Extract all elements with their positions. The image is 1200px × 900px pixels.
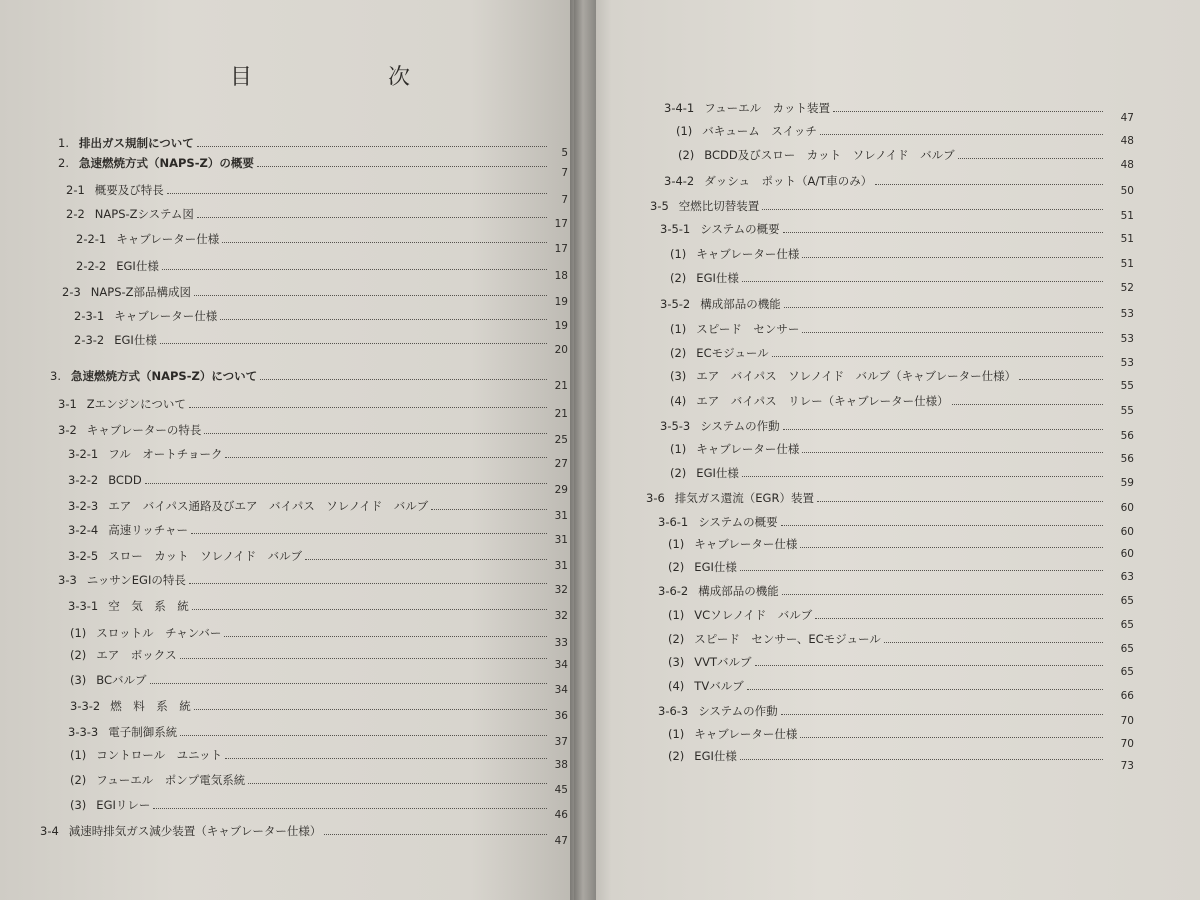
toc-entry-number: 3-6-3 [658, 704, 689, 718]
dot-leader [153, 807, 547, 809]
dot-leader [260, 378, 547, 380]
toc-entry-label: BCDD [108, 473, 142, 487]
dot-leader [820, 133, 1103, 135]
toc-entry [58, 130, 550, 150]
toc-entry-page-number: 38 [554, 759, 568, 771]
toc-entry-number: (2) [670, 271, 687, 285]
toc-entry-label: エア ボックス [96, 648, 177, 662]
toc-entry-label: ダッシュ ポット（A/T車のみ） [704, 174, 873, 188]
toc-entry-number: 2. [58, 156, 69, 170]
toc-entry-number: 3-3-1 [68, 599, 99, 613]
toc-entry-number: (2) [668, 749, 685, 763]
toc-entry-page-number: 53 [1120, 357, 1134, 369]
toc-entry [660, 216, 1106, 236]
toc-entry [668, 602, 1106, 622]
toc-entry-number: 3-4-1 [664, 101, 695, 115]
toc-entry [70, 667, 550, 687]
toc-entry-number: 3-3-3 [68, 725, 99, 739]
dot-leader [782, 593, 1103, 595]
dot-leader [802, 451, 1103, 453]
toc-entry-page-number: 65 [1120, 643, 1134, 655]
toc-entry-label: EGI仕様 [694, 749, 737, 763]
toc-entry-label: BCDD及びスロー カット ソレノイド バルブ [704, 148, 955, 162]
toc-entry [74, 303, 550, 323]
toc-entry-number: 2-3 [62, 285, 81, 299]
toc-entry-number: 3-2 [58, 423, 77, 437]
toc-entry-label: キャブレーター仕様 [694, 727, 798, 741]
toc-entry [68, 441, 550, 461]
toc-entry-page-number: 29 [554, 484, 568, 496]
toc-entry-number: 3-2-5 [68, 549, 99, 563]
toc-entry-page-number: 31 [554, 560, 568, 572]
dot-leader [783, 231, 1103, 233]
toc-entry-number: 3-2-4 [68, 523, 99, 537]
toc-entry-page-number: 70 [1120, 738, 1134, 750]
toc-entry-page-number: 60 [1120, 502, 1134, 514]
toc-entry [58, 417, 550, 437]
toc-entry [660, 291, 1106, 311]
toc-entry-number: (3) [70, 673, 87, 687]
toc-entry [68, 467, 550, 487]
toc-entry-number: (3) [70, 798, 87, 812]
toc-entry-number: 3-3-2 [70, 699, 101, 713]
toc-entry-label: EGI仕様 [696, 466, 739, 480]
toc-entry-label: システムの概要 [700, 222, 780, 236]
toc-entry-label: EGIリレー [96, 798, 151, 812]
toc-entry [668, 531, 1106, 551]
toc-entry [70, 742, 550, 762]
dot-leader [833, 110, 1103, 112]
dot-leader [192, 608, 547, 610]
page-title [230, 60, 410, 91]
toc-entry-page-number: 19 [554, 320, 568, 332]
left-page [0, 0, 588, 900]
toc-entry-number: (2) [670, 346, 687, 360]
toc-entry-label: スピード センサー [696, 322, 800, 336]
toc-entry-page-number: 20 [554, 344, 568, 356]
dot-leader [431, 508, 547, 510]
toc-entry-number: (1) [670, 442, 687, 456]
dot-leader [800, 736, 1103, 738]
toc-entry-label: システムの作動 [700, 419, 780, 433]
toc-entry-number: 1. [58, 136, 69, 150]
toc-entry [670, 460, 1106, 480]
toc-entry [68, 517, 550, 537]
dot-leader [191, 532, 547, 534]
toc-entry-number: (2) [678, 148, 695, 162]
toc-entry [70, 642, 550, 662]
toc-entry [74, 327, 550, 347]
toc-entry-number: (2) [668, 632, 685, 646]
toc-entry-page-number: 7 [561, 194, 568, 206]
dot-leader [324, 833, 547, 835]
toc-entry-page-number: 50 [1120, 185, 1134, 197]
dot-leader [740, 758, 1103, 760]
toc-entry-number: 3-5-1 [660, 222, 691, 236]
toc-entry-label: キャブレーター仕様 [696, 442, 800, 456]
dot-leader [167, 192, 547, 194]
toc-entry-page-number: 25 [554, 434, 568, 446]
toc-entry [58, 150, 550, 170]
dot-leader [257, 165, 547, 167]
toc-entry [50, 363, 550, 383]
toc-entry-page-number: 19 [554, 296, 568, 308]
toc-entry [678, 142, 1106, 162]
toc-entry-number: (1) [668, 537, 685, 551]
toc-entry [62, 279, 550, 299]
dot-leader [802, 256, 1103, 258]
toc-entry-label: BCバルブ [96, 673, 147, 687]
toc-entry-page-number: 55 [1120, 405, 1134, 417]
toc-entry-page-number: 73 [1120, 760, 1134, 772]
toc-entry-label: VCソレノイド バルブ [694, 608, 813, 622]
toc-entry-label: EGI仕様 [696, 271, 739, 285]
toc-entry [670, 316, 1106, 336]
toc-entry-page-number: 27 [554, 458, 568, 470]
toc-entry-number: (2) [668, 560, 685, 574]
dot-leader [1019, 378, 1103, 380]
toc-entry [670, 388, 1106, 408]
toc-entry-page-number: 33 [554, 637, 568, 649]
toc-entry-number: 2-2-2 [76, 259, 107, 273]
toc-entry-number: 3-4-2 [664, 174, 695, 188]
toc-entry-page-number: 53 [1120, 333, 1134, 345]
toc-entry-number: 3. [50, 369, 61, 383]
toc-entry-label: 急速燃焼方式（NAPS-Z）について [70, 369, 258, 383]
toc-entry-page-number: 66 [1120, 690, 1134, 702]
toc-entry-label: Zエンジンについて [86, 397, 186, 411]
toc-entry-number: 3-5-2 [660, 297, 691, 311]
toc-entry [650, 193, 1106, 213]
dot-leader [162, 268, 547, 270]
toc-entry-label: フューエル ポンプ電気系統 [96, 773, 246, 787]
toc-entry-page-number: 60 [1120, 548, 1134, 560]
toc-entry-number: (2) [70, 773, 87, 787]
dot-leader [742, 475, 1103, 477]
toc-entry-number: (4) [670, 394, 687, 408]
dot-leader [194, 294, 547, 296]
toc-entry-label: フューエル カット装置 [704, 101, 831, 115]
toc-entry-page-number: 18 [554, 270, 568, 282]
dot-leader [958, 157, 1103, 159]
toc-entry-number: 2-2 [66, 207, 85, 221]
toc-entry-page-number: 55 [1120, 380, 1134, 392]
toc-entry-page-number: 7 [561, 167, 568, 179]
dot-leader [815, 617, 1103, 619]
toc-entry-page-number: 37 [554, 736, 568, 748]
toc-entry-label: EGI仕様 [114, 333, 157, 347]
toc-entry-label: スピード センサー、ECモジュール [694, 632, 881, 646]
toc-entry-page-number: 36 [554, 710, 568, 722]
dot-leader [784, 306, 1103, 308]
dot-leader [772, 355, 1103, 357]
dot-leader [755, 664, 1103, 666]
toc-entry-page-number: 21 [554, 408, 568, 420]
toc-entry [660, 413, 1106, 433]
dot-leader [194, 708, 547, 710]
toc-entry-page-number: 51 [1120, 210, 1134, 222]
toc-entry-page-number: 52 [1120, 282, 1134, 294]
dot-leader [225, 757, 547, 759]
book-gutter [570, 0, 596, 900]
toc-entry-page-number: 48 [1120, 159, 1134, 171]
toc-entry-page-number: 45 [554, 784, 568, 796]
toc-entry [68, 593, 550, 613]
toc-entry [670, 363, 1106, 383]
toc-entry [58, 391, 550, 411]
toc-entry-page-number: 21 [554, 380, 568, 392]
dot-leader [781, 713, 1103, 715]
toc-entry [68, 493, 550, 513]
toc-entry [66, 201, 550, 221]
dot-leader [204, 432, 547, 434]
toc-entry-page-number: 48 [1120, 135, 1134, 147]
toc-entry-number: (1) [70, 748, 87, 762]
toc-entry-label: システムの概要 [698, 515, 778, 529]
toc-entry-number: 2-3-1 [74, 309, 105, 323]
toc-entry [670, 436, 1106, 456]
toc-entry-label: 排出ガス規制について [78, 136, 194, 150]
toc-entry-label: フル オートチョーク [108, 447, 223, 461]
toc-entry-label: キャブレーター仕様 [694, 537, 798, 551]
dot-leader [160, 342, 547, 344]
toc-entry-page-number: 53 [1120, 308, 1134, 320]
toc-entry [664, 95, 1106, 115]
toc-entry-label: 概要及び特長 [94, 183, 164, 197]
toc-entry-number: 3-3 [58, 573, 77, 587]
toc-entry [646, 485, 1106, 505]
toc-entry [670, 241, 1106, 261]
title-char-1: 目 [230, 65, 253, 90]
dot-leader [952, 403, 1103, 405]
toc-entry-label: ニッサンEGIの特長 [86, 573, 186, 587]
toc-entry-label: ECモジュール [696, 346, 769, 360]
toc-entry [664, 168, 1106, 188]
toc-entry-label: 構成部品の機能 [700, 297, 781, 311]
dot-leader [762, 208, 1103, 210]
toc-entry-page-number: 34 [554, 684, 568, 696]
toc-entry-page-number: 51 [1120, 233, 1134, 245]
toc-entry-label: 排気ガス還流（EGR）装置 [674, 491, 814, 505]
toc-entry-number: (1) [670, 247, 687, 261]
toc-entry-label: VVTバルブ [694, 655, 752, 669]
toc-entry-number: 3-2-2 [68, 473, 99, 487]
toc-entry-label: キャブレーター仕様 [696, 247, 800, 261]
toc-entry-label: エア バイパス リレー（キャブレーター仕様） [696, 394, 949, 408]
toc-entry-label: TVバルブ [694, 679, 744, 693]
toc-entry-number: 3-2-1 [68, 447, 99, 461]
toc-entry-number: (1) [676, 124, 693, 138]
toc-entry [70, 767, 550, 787]
dot-leader [225, 456, 547, 458]
toc-entry [668, 626, 1106, 646]
toc-entry-page-number: 32 [554, 610, 568, 622]
dot-leader [180, 734, 547, 736]
toc-entry [70, 620, 550, 640]
toc-entry [658, 698, 1106, 718]
toc-entry [58, 567, 550, 587]
toc-entry [668, 721, 1106, 741]
toc-entry-page-number: 59 [1120, 477, 1134, 489]
dot-leader [800, 546, 1103, 548]
right-page [574, 0, 1200, 900]
toc-entry-label: バキューム スイッチ [702, 124, 817, 138]
dot-leader [197, 145, 547, 147]
toc-entry-number: (1) [668, 608, 685, 622]
toc-entry-label: 電子制御系統 [108, 725, 178, 739]
dot-leader [747, 688, 1103, 690]
dot-leader [150, 682, 547, 684]
toc-entry-label: 減速時排気ガス減少装置（キャブレーター仕様） [68, 824, 322, 838]
toc-entry-label: エア バイパス通路及びエア バイパス ソレノイド バルブ [108, 499, 429, 513]
toc-entry [66, 177, 550, 197]
toc-entry-label: 構成部品の機能 [698, 584, 779, 598]
toc-entry [658, 509, 1106, 529]
toc-entry-page-number: 56 [1120, 430, 1134, 442]
toc-entry-label: キャブレーターの特長 [86, 423, 202, 437]
dot-leader [189, 582, 547, 584]
dot-leader [189, 406, 547, 408]
toc-entry-page-number: 32 [554, 584, 568, 596]
toc-entry [668, 673, 1106, 693]
toc-entry-label: 燃 料 系 統 [110, 699, 191, 713]
dot-leader [220, 318, 547, 320]
dot-leader [224, 635, 547, 637]
dot-leader [222, 241, 547, 243]
toc-entry [68, 719, 550, 739]
toc-entry-number: (1) [70, 626, 87, 640]
toc-entry [676, 118, 1106, 138]
toc-entry-page-number: 65 [1120, 666, 1134, 678]
toc-entry-page-number: 34 [554, 659, 568, 671]
toc-entry [670, 265, 1106, 285]
toc-entry-label: NAPS-Zシステム図 [94, 207, 194, 221]
toc-entry-page-number: 70 [1120, 715, 1134, 727]
toc-entry-number: 3-5-3 [660, 419, 691, 433]
toc-entry [658, 578, 1106, 598]
toc-entry-number: 3-5 [650, 199, 669, 213]
toc-entry-number: 3-4 [40, 824, 59, 838]
toc-entry-page-number: 65 [1120, 619, 1134, 631]
toc-entry [76, 226, 550, 246]
toc-entry-page-number: 31 [554, 534, 568, 546]
toc-entry-label: エア バイパス ソレノイド バルブ（キャブレーター仕様） [696, 369, 1017, 383]
toc-entry-page-number: 17 [554, 218, 568, 230]
toc-entry-number: 3-2-3 [68, 499, 99, 513]
dot-leader [783, 428, 1103, 430]
toc-entry-page-number: 31 [554, 510, 568, 522]
toc-entry-page-number: 63 [1120, 571, 1134, 583]
toc-entry-page-number: 51 [1120, 258, 1134, 270]
toc-entry-label: EGI仕様 [694, 560, 737, 574]
toc-entry-page-number: 5 [561, 147, 568, 159]
toc-entry-page-number: 17 [554, 243, 568, 255]
toc-entry-number: 3-6 [646, 491, 665, 505]
toc-entry-number: (2) [70, 648, 87, 662]
toc-entry-page-number: 60 [1120, 526, 1134, 538]
toc-entry-page-number: 46 [554, 809, 568, 821]
toc-entry-page-number: 56 [1120, 453, 1134, 465]
toc-entry-page-number: 47 [1120, 112, 1134, 124]
toc-entry-number: (2) [670, 466, 687, 480]
toc-entry [668, 743, 1106, 763]
toc-entry [70, 693, 550, 713]
toc-entry-number: (3) [670, 369, 687, 383]
toc-entry [40, 818, 550, 838]
dot-leader [875, 183, 1103, 185]
toc-entry-number: 2-2-1 [76, 232, 107, 246]
toc-entry-number: 3-1 [58, 397, 77, 411]
toc-entry-number: (4) [668, 679, 685, 693]
toc-entry [68, 543, 550, 563]
dot-leader [145, 482, 547, 484]
toc-entry [668, 649, 1106, 669]
toc-entry-number: (1) [670, 322, 687, 336]
toc-entry-label: 空燃比切替装置 [678, 199, 760, 213]
dot-leader [740, 569, 1103, 571]
dot-leader [802, 331, 1103, 333]
toc-entry-number: (3) [668, 655, 685, 669]
dot-leader [180, 657, 547, 659]
toc-entry [670, 340, 1106, 360]
toc-entry-number: 2-1 [66, 183, 85, 197]
toc-entry-label: EGI仕様 [116, 259, 159, 273]
toc-entry-label: 空 気 系 統 [108, 599, 189, 613]
dot-leader [884, 641, 1103, 643]
toc-entry-label: コントロール ユニット [96, 748, 223, 762]
dot-leader [781, 524, 1103, 526]
toc-entry-label: キャブレーター仕様 [114, 309, 218, 323]
toc-entry-number: 2-3-2 [74, 333, 105, 347]
dot-leader [248, 782, 547, 784]
toc-entry [76, 253, 550, 273]
toc-entry-label: システムの作動 [698, 704, 778, 718]
toc-entry-label: 急速燃焼方式（NAPS-Z）の概要 [78, 156, 254, 170]
title-char-2: 次 [387, 65, 410, 90]
toc-entry-page-number: 65 [1120, 595, 1134, 607]
dot-leader [817, 500, 1103, 502]
toc-entry-label: 高速リッチャー [108, 523, 188, 537]
toc-entry-number: 3-6-2 [658, 584, 689, 598]
toc-entry-label: スロットル チャンバー [96, 626, 222, 640]
toc-entry [668, 554, 1106, 574]
toc-entry-label: スロー カット ソレノイド バルブ [108, 549, 303, 563]
toc-entry-page-number: 47 [554, 835, 568, 847]
toc-entry-number: (1) [668, 727, 685, 741]
toc-entry-label: NAPS-Z部品構成図 [90, 285, 192, 299]
toc-entry-label: キャブレーター仕様 [116, 232, 220, 246]
toc-entry [70, 792, 550, 812]
dot-leader [742, 280, 1103, 282]
dot-leader [197, 216, 547, 218]
toc-entry-number: 3-6-1 [658, 515, 689, 529]
dot-leader [305, 558, 547, 560]
